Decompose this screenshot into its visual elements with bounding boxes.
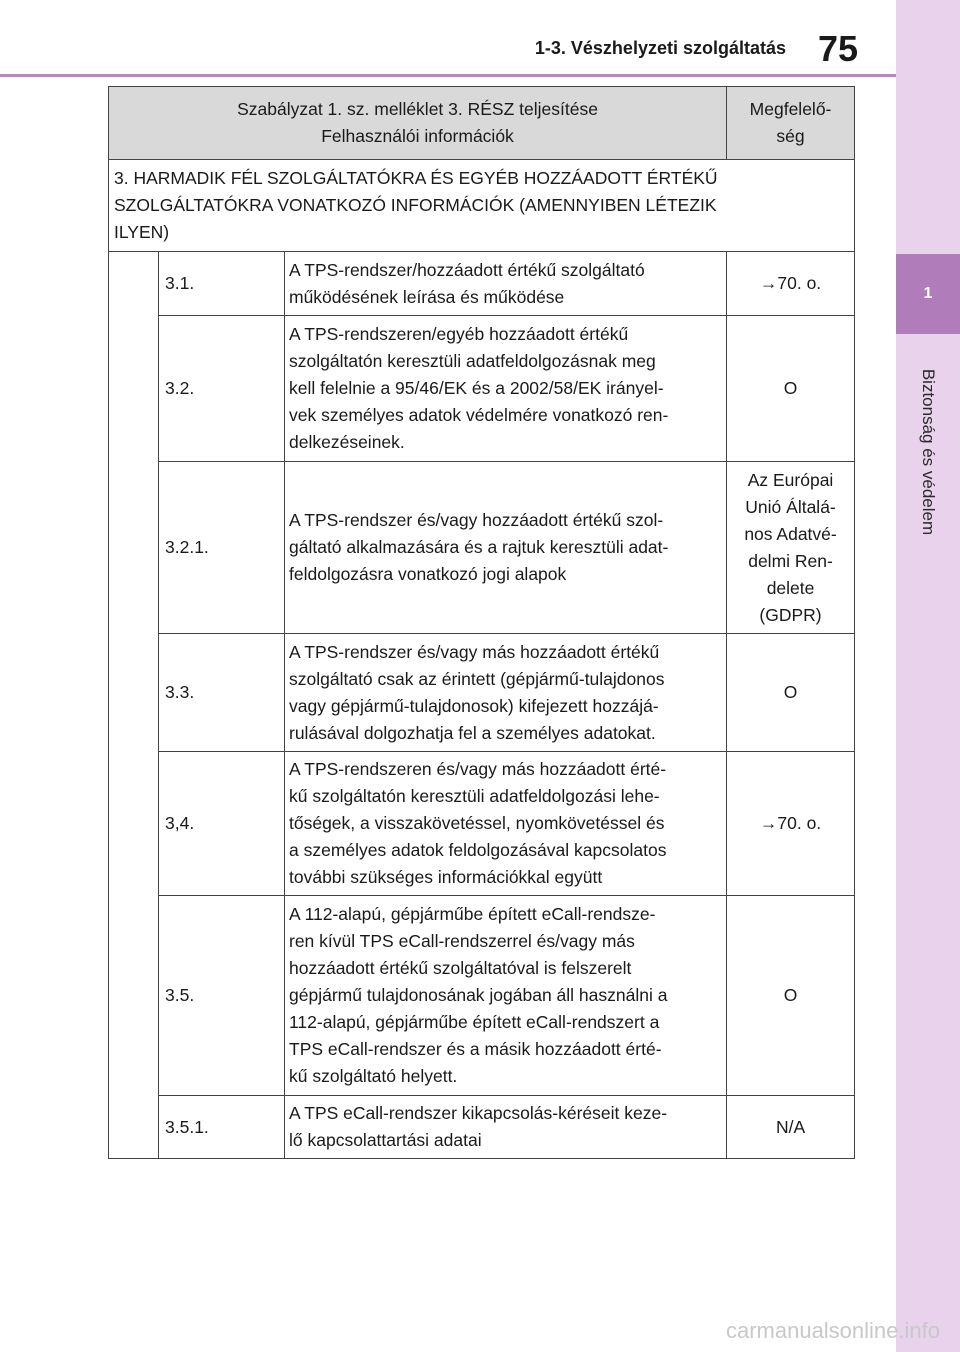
compliance-line: (GDPR) xyxy=(759,604,822,625)
watermark: carmanualsonline.info xyxy=(725,1318,940,1343)
description-line: lő kapcsolattartási adatai xyxy=(289,1130,482,1150)
compliance-line: O xyxy=(783,985,798,1005)
description-line: rulásával dolgozhatja fel a személyes adatokat. xyxy=(289,722,656,743)
compliance-line: O xyxy=(783,378,798,398)
description-line: működésének leírása és működése xyxy=(289,286,565,307)
section-title: 1-3. Vészhelyzeti szolgáltatás xyxy=(534,38,786,58)
table-row xyxy=(109,462,855,634)
description-line: A TPS-rendszer/hozzáadott értékű szolgáltató xyxy=(289,259,645,280)
table-row xyxy=(109,316,855,462)
row-compliance xyxy=(727,462,855,634)
row-number: 3.5. xyxy=(159,896,285,1096)
description-line: TPS eCall-rendszer és a másik hozzáadott érté- xyxy=(289,1039,662,1059)
description-line: vek személyes adatok védelmére vonatkozó ren- xyxy=(289,405,669,425)
row-number: 3.2. xyxy=(159,316,285,462)
description-line: gáltató alkalmazására és a rajtuk keresztüli adat- xyxy=(289,537,669,557)
chapter-tab[interactable] xyxy=(896,254,960,334)
row-number: 3.2.1. xyxy=(159,462,285,634)
header-compliance-line2: ség xyxy=(776,126,805,146)
description-line: kű szolgáltató helyett. xyxy=(289,1066,458,1086)
compliance-line: delmi Ren- xyxy=(748,550,833,571)
table-row xyxy=(109,752,855,896)
row-number: 3,4. xyxy=(159,752,285,896)
row-description xyxy=(285,896,727,1096)
compliance-line: Unió Általá- xyxy=(745,496,836,517)
row-number: 3.1. xyxy=(159,252,285,316)
row-compliance xyxy=(727,752,855,896)
page-number: 75 xyxy=(818,28,859,69)
compliance-line: →70. o. xyxy=(759,813,822,833)
header-compliance-line1: Megfelelő- xyxy=(749,99,832,119)
table-row xyxy=(109,634,855,752)
table-header-row xyxy=(109,87,855,160)
compliance-line: nos Adatvé- xyxy=(744,523,837,544)
row-description xyxy=(285,634,727,752)
compliance-line: Az Európai xyxy=(747,469,834,490)
description-line: további szükséges információkkal együtt xyxy=(289,867,603,887)
description-line: 112-alapú, gépjárműbe épített eCall-rendszert a xyxy=(289,1012,660,1032)
description-line: kű szolgáltatón keresztüli adatfeldolgozási lehe- xyxy=(289,786,660,806)
description-line: feldolgozásra vonatkozó jogi alapok xyxy=(289,564,567,584)
row-compliance xyxy=(727,1096,855,1159)
section-heading-row xyxy=(109,160,855,252)
description-line: ren kívül TPS eCall-rendszerrel és/vagy más xyxy=(289,931,635,951)
compliance-line: →70. o. xyxy=(759,273,822,293)
row-compliance xyxy=(727,252,855,316)
description-line: delkezéseinek. xyxy=(289,432,405,452)
side-strip xyxy=(896,0,960,1352)
description-line: a személyes adatok feldolgozásával kapcsolatos xyxy=(289,840,667,860)
row-compliance xyxy=(727,896,855,1096)
section-heading-cell xyxy=(109,160,855,252)
chapter-label: Biztonság és védelem xyxy=(919,368,938,536)
section-heading-line: 3. HARMADIK FÉL SZOLGÁLTATÓKRA ÉS EGYÉB HOZZÁADOTT ÉRTÉKŰ xyxy=(114,168,718,188)
header-rule xyxy=(0,74,896,77)
description-line: kell felelnie a 95/46/EK és a 2002/58/EK irányel- xyxy=(289,378,664,398)
description-line: hozzáadott értékű szolgáltatóval is felszerelt xyxy=(289,958,632,978)
chapter-number: 1 xyxy=(923,285,933,302)
row-compliance xyxy=(727,316,855,462)
compliance-line: O xyxy=(783,682,798,702)
row-number: 3.5.1. xyxy=(159,1096,285,1159)
row-description xyxy=(285,252,727,316)
description-line: A TPS-rendszeren/egyéb hozzáadott értékű xyxy=(289,324,629,344)
description-line: vagy gépjármű-tulajdonosok) kifejezett hozzájá- xyxy=(289,695,659,716)
section-heading-line: SZOLGÁLTATÓKRA VONATKOZÓ INFORMÁCIÓK (AMENNYIBEN LÉTEZIK xyxy=(114,195,717,215)
section-heading-line: ILYEN) xyxy=(114,222,170,242)
row-compliance xyxy=(727,634,855,752)
compliance-line: delete xyxy=(766,577,815,598)
header-regulation-line2: Felhasználói információk xyxy=(321,126,514,146)
row-description xyxy=(285,462,727,634)
description-line: A TPS-rendszer és/vagy más hozzáadott értékű xyxy=(289,641,660,662)
description-line: szolgáltatón keresztüli adatfeldolgozásnak meg xyxy=(289,351,656,371)
description-line: szolgáltató csak az érintett (gépjármű-tulajdonos xyxy=(289,668,665,689)
row-number: 3.3. xyxy=(159,634,285,752)
description-line: A TPS-rendszer és/vagy hozzáadott értékű szol- xyxy=(289,510,664,530)
description-line: A TPS-rendszeren és/vagy más hozzáadott érté- xyxy=(289,759,667,779)
row-description xyxy=(285,1096,727,1159)
description-line: A TPS eCall-rendszer kikapcsolás-kéréseit keze- xyxy=(289,1103,668,1123)
compliance-line: N/A xyxy=(775,1116,806,1137)
row-description xyxy=(285,316,727,462)
requirements-table xyxy=(108,86,855,1159)
table-row xyxy=(109,252,855,316)
description-line: gépjármű tulajdonosának jogában áll használni a xyxy=(289,985,668,1005)
description-line: tőségek, a visszakövetéssel, nyomkövetéssel és xyxy=(289,813,665,833)
table-row xyxy=(109,1096,855,1159)
indent-cell xyxy=(109,252,159,1159)
header-regulation-cell xyxy=(109,87,727,160)
header-compliance-cell xyxy=(727,87,855,160)
header-regulation-line1: Szabályzat 1. sz. melléklet 3. RÉSZ teljesítése xyxy=(237,99,598,119)
row-description xyxy=(285,752,727,896)
table-row xyxy=(109,896,855,1096)
description-line: A 112-alapú, gépjárműbe épített eCall-rendsze- xyxy=(289,904,656,924)
